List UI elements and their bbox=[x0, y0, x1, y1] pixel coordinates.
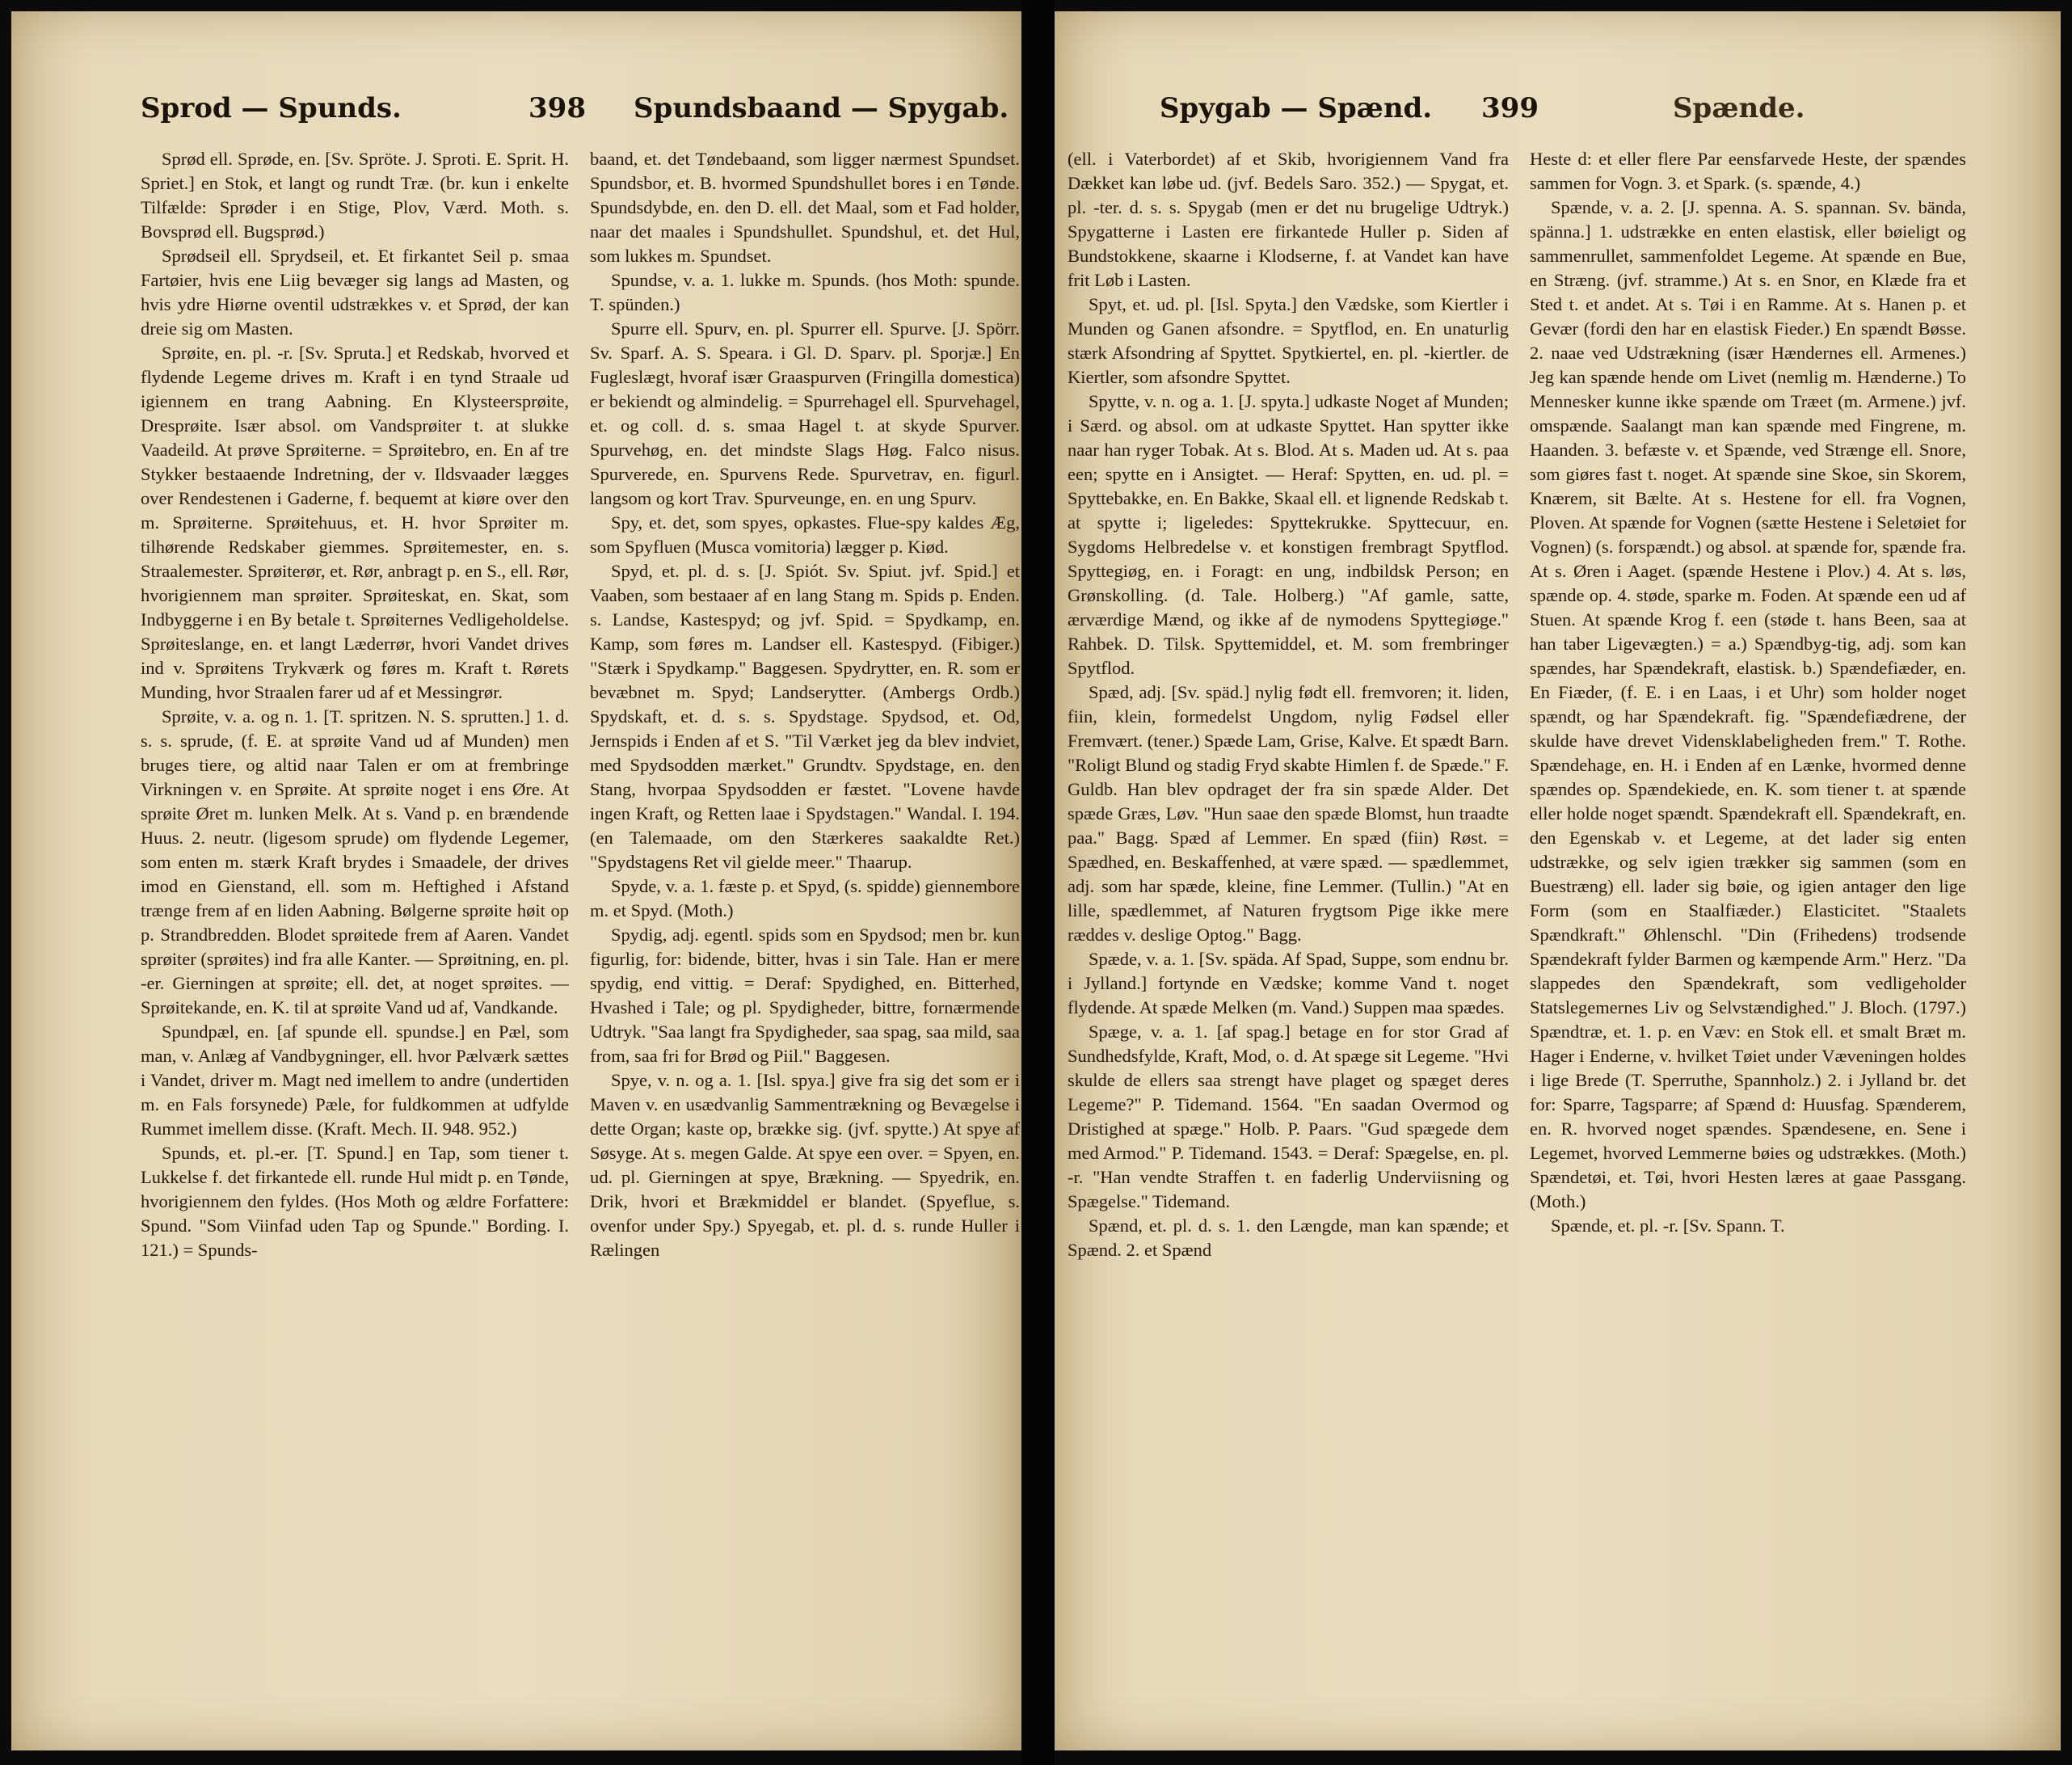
dictionary-entry: Spyd, et. pl. d. s. [J. Spiót. Sv. Spiut. jvf. Spid.] et Vaaben, som bestaaer af en lang Stang m. Spids p. Enden. s. Landse, Kastespyd; og jvf. Spid. = Spydkamp, en. Kamp, som føres m. Landser ell. Kastespyd. (Fibiger.) "Stærk i Spydkamp." Baggesen. Spydrytter, en. R. som er bevæbnet m. Spyd; Landserytter. (Ambergs Ordb.) Spydskaft, et. d. s. s. Spydstage. Spydsod, et. Od, Jernspids i Enden af et S. "Til Værket jeg da blev indviet, med Spydsodden mærket." Grundtv. Spydstage, en. den Stang, hvorpaa Spydsodden er fæstet. "Lovene havde ingen Kraft, og Retten laae i Spydstagen." Wandal. I. 194. (en Talemaade, om den Stærkeres saakaldte Ret.) "Spydstagens Ret vil gielde meer." Thaarup. bbox=[590, 561, 1020, 872]
dictionary-entry: Heste d: et eller flere Par eensfarvede Heste, der spændes sammen for Vogn. 3. et Spark. (s. spænde, 4.) bbox=[1530, 149, 1966, 193]
dictionary-entry: Spy, et. det, som spyes, opkastes. Flue-spy kaldes Æg, som Spyfluen (Musca vomitoria) lægger p. Kiød. bbox=[590, 512, 1020, 557]
left-page bbox=[11, 11, 1021, 1750]
dictionary-entry: Spunds, et. pl.-er. [T. Spund.] en Tap, som tiener t. Lukkelse f. det firkantede ell. runde Hul midt p. en Tønde, hvorigiennem den fyldes. (Hos Moth og ældre Forfattere: Spund. "Som Viinfad uden Tap og Spunde." Bording. I. 121.) = Spunds- bbox=[141, 1143, 569, 1260]
dictionary-entry: Sprød ell. Sprøde, en. [Sv. Spröte. J. Sproti. E. Sprit. H. Spriet.] en Stok, et langt og rundt Træ. (br. kun i enkelte Tilfælde: Sprøder i en Stige, Plov, Værd. Moth. s. Bovsprød ell. Bugsprød.) bbox=[141, 149, 569, 242]
dictionary-entry: baand, et. det Tøndebaand, som ligger nærmest Spundset. Spundsbor, et. B. hvormed Spundshullet bores i en Tønde. Spundsdybde, en. den D. ell. det Maal, som et Fad holder, naar det maales i Spundshullet. Spundshul, et. det Hul, som lukkes m. Spundset. bbox=[590, 149, 1020, 266]
dictionary-entry: (ell. i Vaterbordet) af et Skib, hvorigiennem Vand fra Dækket kan løbe ud. (jvf. Bedels Saro. 352.) — Spygat, et. pl. -ter. d. s. s. Spygab (men er det nu brugelige Udtryk.) Spygatterne i Lasten ere firkantede Huller p. Siden af Bundstokkene, skaarne i Klodserne, f. at Vandet kan have frit Løb i Lasten. bbox=[1068, 149, 1509, 290]
book-spine-gap bbox=[1021, 0, 1055, 1765]
left-page-header bbox=[11, 86, 1021, 134]
dictionary-entry: Sprødseil ell. Sprydseil, et. Et firkantet Seil p. smaa Fartøier, hvis ene Liig bevæger sig langs ad Masten, og hvis ydre Hiørne oventil udstrækkes v. et Sprød, der kan dreie sig om Masten. bbox=[141, 246, 569, 339]
dictionary-entry: Spurre ell. Spurv, en. pl. Spurrer ell. Spurve. [J. Spörr. Sv. Sparf. A. S. Speara. i Gl. D. Sparv. pl. Sporjæ.] En Fugleslægt, hvoraf især Graaspurven (Fringilla domestica) er bekiendt og almindelig. = Spurrehagel ell. Spurvehagel, et. og coll. d. s. smaa Hagel t. at skyde Spurver. Spurvehøg, en. det mindste Slags Høg. Falco nisus. Spurverede, en. Spurvens Rede. Spurvetrav, en. figurl. langsom og kort Trav. Spurveunge, en. en ung Spurv. bbox=[590, 318, 1020, 508]
dictionary-entry: Spytte, v. n. og a. 1. [J. spyta.] udkaste Noget af Munden; i Særd. og absol. om at udkaste Spyttet. Han spytter ikke naar han ryger Tobak. At s. Blod. At s. Maden ud. At s. paa een; spytte en i Ansigtet. — Heraf: Spytten, en. ud. pl. = Spyttebakke, en. En Bakke, Skaal ell. et lignende Redskab t. at spytte i; ligeledes: Spyttekrukke. Spyttecuur, en. Sygdoms Helbredelse v. et konstigen frembragt Spytflod. Spyttegiøg, en. i Foragt: en ung, indbildsk Person; en Grønskolling. (d. Tale. Holberg.) "Af gamle, satte, ærværdige Mænd, og ikke af de nymodens Spyttegiøge." Rahbek. D. Tilsk. Spyttemiddel, et. M. som frembringer Spytflod. bbox=[1068, 391, 1509, 678]
dictionary-entry: Spyde, v. a. 1. fæste p. et Spyd, (s. spidde) giennembore m. et Spyd. (Moth.) bbox=[590, 876, 1020, 920]
dictionary-entry: Spænd, et. pl. d. s. 1. den Længde, man kan spænde; et Spænd. 2. et Spænd bbox=[1068, 1215, 1509, 1260]
right-page bbox=[1055, 11, 2061, 1750]
page-number: 398 bbox=[529, 92, 586, 124]
left-page-column-2 bbox=[590, 147, 1020, 1718]
page-number: 399 bbox=[1481, 92, 1539, 124]
dictionary-entry: Spæde, v. a. 1. [Sv. späda. Af Spad, Suppe, som endnu br. i Jylland.] fortynde en Vædske; komme Vand t. noget flydende. At spæde Melken (m. Vand.) Suppen maa spædes. bbox=[1068, 949, 1509, 1017]
dictionary-entry: Spundpæl, en. [af spunde ell. spundse.] en Pæl, som man, v. Anlæg af Vandbygninger, ell. hvor Pælværk sættes i Vandet, driver m. Magt ned imellem to andre (undertiden m. en Fals forsynede) Pæle, for fuldkommen at udfylde Rummet imellem disse. (Kraft. Mech. II. 948. 952.) bbox=[141, 1022, 569, 1139]
dictionary-entry: Spænde, et. pl. -r. [Sv. Spann. T. bbox=[1551, 1215, 1785, 1236]
dictionary-entry: Sprøite, en. pl. -r. [Sv. Spruta.] et Redskab, hvorved et flydende Legeme drives m. Kraft i en tynd Straale ud igiennem en trang Aabning. En Klysteersprøite, Dresprøite. Især absol. om Vandsprøiter t. at slukke Vaadeild. At prøve Sprøiterne. = Sprøitebro, en. En af tre Stykker bestaaende Indretning, der v. Ildsvaader lægges over Rendestenen i Gaderne, f. bequemt at kiøre over den m. Sprøiterne. Sprøitehuus, et. H. hvor Sprøiter m. tilhørende Redskaber giemmes. Sprøitemester, en. s. Straalemester. Sprøiterør, et. Rør, anbragt p. en S., ell. Rør, hvorigiennem man sprøiter. Sprøiteskat, en. Skat, som Indbyggerne i en By betale t. Sprøiternes Vedligeholdelse. Sprøiteslange, en. et langt Læderrør, hvori Vandet drives ind v. Sprøitens Trykværk og føres m. Kraft t. Rørets Munding, hvor Straalen farer ud af et Messingrør. bbox=[141, 343, 569, 702]
right-page-column-2 bbox=[1530, 147, 1966, 1718]
dictionary-entry: Spydig, adj. egentl. spids som en Spydsod; men br. kun figurlig, for: bidende, bitter, hvas i sin Tale. Han er mere spydig, end vittig. = Deraf: Spydighed, en. Bitterhed, Hvashed i Tale; og pl. Spydigheder, bittre, fornærmende Udtryk. "Saa langt fra Spydigheder, saa spag, saa mild, saa from, saa fri for Brød og Piil." Baggesen. bbox=[590, 925, 1020, 1066]
dictionary-entry: Spæd, adj. [Sv. späd.] nylig født ell. fremvoren; it. liden, fiin, klein, formedelst Ungdom, nylig Fødsel eller Fremvært. (tener.) Spæde Lam, Grise, Kalve. Et spædt Barn. "Roligt Blund og stadig Fryd skabte Himlen f. de Spæde." F. Guldb. Han blev opdraget der fra sin spæde Alder. Det spæde Græs, Løv. "Hun saae den spæde Blomst, hun traadte paa." Bagg. Spæd af Lemmer. En spæd (fiin) Røst. = Spædhed, en. Beskaffenhed, at være spæd. — spædlemmet, adj. som har spæde, kleine, fine Lemmer. (Tullin.) "At en lille, spædlemmet, af Naturen frygtsom Pige ikke mere ræddes v. deslige Optog." Bagg. bbox=[1068, 682, 1509, 945]
header-guide-word-right: Spænde. bbox=[1673, 92, 1805, 124]
right-page-header bbox=[1055, 86, 2061, 134]
right-page-column-1 bbox=[1068, 147, 1509, 1718]
dictionary-entry: Spænde, v. a. 2. [J. spenna. A. S. spannan. Sv. bända, spänna.] 1. udstrække en enten elastisk, eller bøieligt og sammenrullet, sammenfoldet Legeme. At spænde en Bue, en Stræng. (jvf. stramme.) At s. en Snor, en Klæde fra et Sted t. et andet. At s. Tøi i en Ramme. At s. Hanen p. et Gevær (fordi den har en elastisk Fieder.) En spændt Bøsse. 2. naae ved Udstrækning (især Hændernes ell. Armenes.) Jeg kan spænde hende om Livet (nemlig m. Hænderne.) To Mennesker kunne ikke spænde om Træet (m. Armene.) jvf. omspænde. Saalangt man kan spænde med Fingrene, m. Haanden. 3. befæste v. et Spænde, ved Strænge ell. Snore, som giøres fast t. noget. At spænde sine Skoe, sin Skorem, Knærem, sit Bælte. At s. Hestene for ell. fra Vognen, Ploven. At spænde for Vognen (sætte Hestene i Seletøiet for Vognen) (s. forspændt.) og absol. at spænde for, spænde fra. At s. Øren i Aaget. (spænde Hestene i Plov.) 4. At s. løs, spænde op. 4. støde, sparke m. Foden. At spænde een ud af Stuen. At spænde Krog f. een (støde t. hans Been, saa at han taber Ligevægten.) = a.) Spændbyg-tig, adj. som kan spændes, har Spændekraft, elastisk. b.) Spændefiæder, en. En Fiæder, (f. E. i en Laas, i et Uhr) som holder noget spændt, og har Spændekraft. fig. "Spændefiædrene, der skulde have drevet Vidensklabeligheden frem." T. Rothe. Spændehage, en. H. i Enden af en Lænke, hvormed denne spændes op. Spændekiede, en. K. som tiener t. at spænde eller holde noget spændt. Spændekraft ell. Spændekraft, en. den Egenskab v. et Legeme, at det lader sig enten udstrække, og selv igien trækker sig sammen (som en Buestræng) ell. lader sig bøie, og igien antager den lige Form (som en Staalfiæder.) Elasticitet. "Staalets Spændkraft." Øhlenschl. "Din (Frihedens) trodsende Spændekraft fylder Barmen og kæmpende Arm." Herz. "Da slappedes den Spændekraft, som vedligeholder Statslegemernes Liv og Selvstændighed." J. Bloch. (1797.) Spændtræ, et. 1. p. en Væv: en Stok ell. et smalt Bræt m. Hager i Enderne, v. hvilket Tøiet under Væveningen holdes i lige Brede (T. Sperruthe, Spannholz.) 2. i Jylland br. det for: Sparre, Tagsparre; af Spænd d: Huusfag. Spænderem, en. R. hvorved noget spændes. Spændesene, en. Sene i Legemet, hvorved Lemmerne bøies og udstrækkes. (Moth.) Spændetøi, et. Tøi, hvori Hesten læres at gaae Passgang. (Moth.) bbox=[1530, 197, 1966, 1211]
dictionary-entry: Spye, v. n. og a. 1. [Isl. spya.] give fra sig det som er i Maven v. en usædvanlig Sammentrækning og Bevægelse i dette Organ; kaste op, brække sig. (jvf. spytte.) At spye af Søsyge. At s. megen Galde. At spye een over. = Spyen, en. ud. pl. Gierningen at spye, Brækning. — Spyedrik, en. Drik, hvori et Brækmiddel er blandet. (Spyeflue, s. ovenfor under Spy.) Spyegab, et. pl. d. s. runde Huller i Rælingen bbox=[590, 1070, 1020, 1260]
dictionary-entry: Spæge, v. a. 1. [af spag.] betage en for stor Grad af Sundhedsfylde, Kraft, Mod, o. d. At spæge sit Legeme. "Hvi skulde de ellers saa strengt have plaget og spæget deres Legeme?" P. Tidemand. 1564. "En saadan Overmod og Dristighed at spæge." Holb. P. Paars. "Gud spægede dem med Armod." P. Tidemand. 1543. = Deraf: Spægelse, en. pl. -r. "Han vendte Straffen t. en faderlig Underviisning og Spægelse." Tidemand. bbox=[1068, 1022, 1509, 1211]
dictionary-entry: Spundse, v. a. 1. lukke m. Spunds. (hos Moth: spunde. T. spünden.) bbox=[590, 270, 1020, 314]
header-guide-word-left: Sprod — Spunds. bbox=[141, 92, 402, 124]
left-page-column-1 bbox=[141, 147, 569, 1718]
header-guide-word-right: Spundsbaand — Spygab. bbox=[634, 92, 1009, 124]
dictionary-entry: Sprøite, v. a. og n. 1. [T. spritzen. N. S. sprutten.] 1. d. s. s. sprude, (f. E. at sprøite Vand ud af Munden) men bruges tiere, og altid naar Talen er om at frembringe Virkningen v. en Sprøite. At sprøite noget i ens Øre. At sprøite Øret m. lunken Melk. At s. Vand p. en brændende Huus. 2. neutr. (ligesom sprude) om flydende Legemer, som enten m. stærk Kraft brydes i Smaadele, der drives imod en Gienstand, ell. som m. Heftighed i Afstand trænge frem af en liden Aabning. Bølgerne sprøite høit op p. Strandbredden. Blodet sprøitede frem af Aaren. Vandet sprøiter (sprøites) ind fra alle Kanter. — Sprøitning, en. pl. -er. Gierningen at sprøite; ell. det, at noget sprøites. — Sprøitekande, en. K. til at sprøite Vand ud af, Vandkande. bbox=[141, 706, 569, 1017]
dictionary-entry: Spyt, et. ud. pl. [Isl. Spyta.] den Vædske, som Kiertler i Munden og Ganen afsondre. = Spytflod, en. En unaturlig stærk Afsondring af Spyttet. Spytkiertel, en. pl. -kiertler. de Kiertler, som afsondre Spyttet. bbox=[1068, 294, 1509, 387]
header-guide-word-left: Spygab — Spænd. bbox=[1160, 92, 1433, 124]
